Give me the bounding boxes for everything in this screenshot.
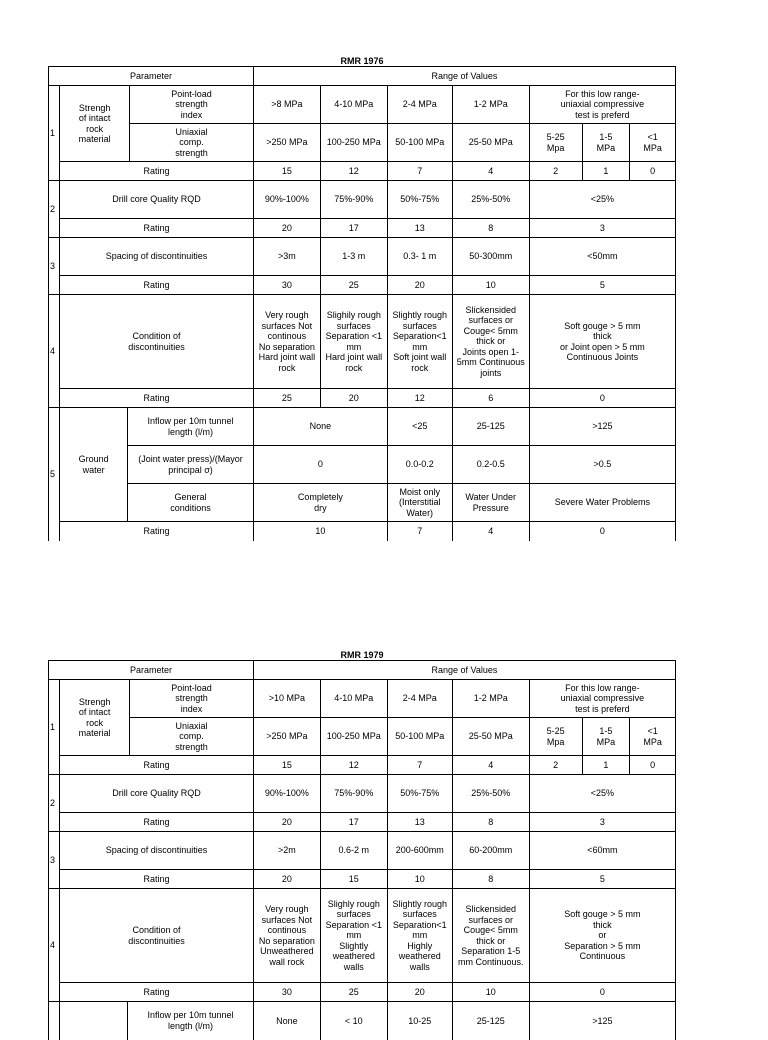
table-cell: 10: [387, 870, 452, 889]
point-load-index-label: Point-load strength index: [130, 680, 254, 718]
table-cell: 0: [529, 389, 675, 408]
table-cell: <50mm: [529, 238, 675, 276]
table-cell: 20: [253, 870, 320, 889]
rqd-label: Drill core Quality RQD: [60, 775, 254, 813]
table-cell: 8: [452, 870, 529, 889]
rating-row: [49, 276, 676, 295]
table-cell: < 10: [320, 1002, 387, 1040]
table-title-rmr-1979: RMR 1979: [340, 650, 384, 660]
table-cell: 0.3- 1 m: [387, 238, 452, 276]
table-cell: 1: [582, 162, 630, 181]
table-cell: 15: [253, 162, 320, 181]
table-cell: Water Under Pressure: [452, 484, 529, 522]
condition-label: Condition of discontinuities: [60, 295, 254, 389]
rating-label: Rating: [60, 162, 254, 181]
table-row: [49, 718, 676, 756]
table-cell: 90%-100%: [253, 775, 320, 813]
table-cell: 0.0-0.2: [387, 446, 452, 484]
table-cell: 25: [320, 276, 387, 295]
table-cell: 0: [630, 756, 676, 775]
rating-label: Rating: [60, 983, 254, 1002]
parameter-number: 1: [49, 86, 60, 181]
inflow-label: Inflow per 10m tunnel length (l/m): [128, 408, 254, 446]
table-cell: 50-100 MPa: [387, 718, 452, 756]
table-row: [49, 295, 676, 389]
table-cell: Slickensided surfaces or Couge< 5mm thick or Joints open 1- 5mm Continuous joints: [452, 295, 529, 389]
header-row: [49, 661, 676, 680]
table-cell: 20: [387, 983, 452, 1002]
table-cell: 50%-75%: [387, 181, 452, 219]
table-cell: 4-10 MPa: [320, 680, 387, 718]
table-row: [49, 832, 676, 870]
table-row: [49, 775, 676, 813]
table-cell: Soft gouge > 5 mm thick or Separation > 5 mm Continuous: [529, 889, 675, 983]
rating-row: [49, 522, 676, 541]
table-cell: 30: [253, 983, 320, 1002]
table-cell: 2: [529, 162, 582, 181]
table-cell: >250 MPa: [253, 718, 320, 756]
table-row: [49, 889, 676, 983]
ground-water-label: [60, 1002, 128, 1040]
table-cell: 25%-50%: [452, 181, 529, 219]
ground-water-label: Ground water: [60, 408, 128, 522]
table-cell: Slightly rough surfaces Separation<1 mm Highly weathered walls: [387, 889, 452, 983]
table-cell: 1-2 MPa: [452, 680, 529, 718]
table-cell: 8: [452, 813, 529, 832]
table-cell: <1 MPa: [630, 124, 676, 162]
table-cell: >3m: [253, 238, 320, 276]
table-cell: 5-25 Mpa: [529, 718, 582, 756]
rqd-label: Drill core Quality RQD: [60, 181, 254, 219]
table-cell: 10: [452, 276, 529, 295]
table-cell: Slighly rough surfaces Separation <1 mm Slightly weathered walls: [320, 889, 387, 983]
uniaxial-strength-label: Uniaxial comp. strength: [130, 718, 254, 756]
rating-row: [49, 219, 676, 238]
table-cell: 0: [529, 983, 675, 1002]
table-cell: 7: [387, 162, 452, 181]
table-cell: 75%-90%: [320, 181, 387, 219]
rating-label: Rating: [60, 219, 254, 238]
parameter-header: Parameter: [49, 661, 254, 680]
table-cell: >8 MPa: [253, 86, 320, 124]
range-of-values-header: Range of Values: [253, 661, 675, 680]
table-cell: 12: [320, 756, 387, 775]
table-cell: 17: [320, 813, 387, 832]
table-cell: 100-250 MPa: [320, 718, 387, 756]
table-cell: 50-300mm: [452, 238, 529, 276]
table-row: [49, 238, 676, 276]
table-cell: Slighily rough surfaces Separation <1 mm Hard joint wall rock: [320, 295, 387, 389]
table-row: [49, 680, 676, 718]
inflow-label: Inflow per 10m tunnel length (l/m): [128, 1002, 254, 1040]
parameter-number: 4: [49, 295, 60, 408]
parameter-number: 5: [49, 408, 60, 541]
table-title-rmr-1976: RMR 1976: [340, 56, 384, 66]
table-cell: 2: [529, 756, 582, 775]
table-cell: Very rough surfaces Not continous No separation Unweathered wall rock: [253, 889, 320, 983]
spacing-label: Spacing of discontinuities: [60, 238, 254, 276]
table-cell: 200-600mm: [387, 832, 452, 870]
rating-row: [49, 813, 676, 832]
table-cell: 20: [320, 389, 387, 408]
table-cell: >2m: [253, 832, 320, 870]
table-cell: 20: [253, 813, 320, 832]
parameter-number: 4: [49, 889, 60, 1002]
table-cell: 0: [253, 446, 387, 484]
point-load-index-label: Point-load strength index: [130, 86, 254, 124]
table-cell: 0.2-0.5: [452, 446, 529, 484]
table-cell: 13: [387, 219, 452, 238]
rating-row: [49, 389, 676, 408]
spacing-label: Spacing of discontinuities: [60, 832, 254, 870]
table-cell: 25-125: [452, 408, 529, 446]
table-cell: 1-2 MPa: [452, 86, 529, 124]
table-cell: 25-50 MPa: [452, 124, 529, 162]
low-range-note: For this low range- uniaxial compressive test is preferd: [529, 680, 675, 718]
table-cell: 15: [320, 870, 387, 889]
table-cell: >10 MPa: [253, 680, 320, 718]
table-cell: <25%: [529, 775, 675, 813]
table-cell: 30: [253, 276, 320, 295]
parameter-number: 3: [49, 832, 60, 889]
rating-row: [49, 756, 676, 775]
table-row: [49, 124, 676, 162]
rmr-1979-table: [48, 660, 676, 1040]
table-cell: 0: [630, 162, 676, 181]
table-cell: Slightly rough surfaces Separation<1 mm Soft joint wall rock: [387, 295, 452, 389]
table-cell: 4: [452, 522, 529, 541]
table-cell: Soft gouge > 5 mm thick or Joint open > 5 mm Continuous Joints: [529, 295, 675, 389]
uniaxial-strength-label: Uniaxial comp. strength: [130, 124, 254, 162]
table-cell: 15: [253, 756, 320, 775]
table-cell: 25: [253, 389, 320, 408]
table-cell: None: [253, 408, 387, 446]
parameter-header: Parameter: [49, 67, 254, 86]
table-cell: 50-100 MPa: [387, 124, 452, 162]
table-cell: Completely dry: [253, 484, 387, 522]
table-cell: 5-25 Mpa: [529, 124, 582, 162]
table-cell: 0: [529, 522, 675, 541]
rating-row: [49, 870, 676, 889]
table-cell: <25%: [529, 181, 675, 219]
table-cell: 25%-50%: [452, 775, 529, 813]
table-cell: 6: [452, 389, 529, 408]
table-cell: 10: [253, 522, 387, 541]
table-cell: Moist only (Interstitial Water): [387, 484, 452, 522]
parameter-number: 2: [49, 181, 60, 238]
table-cell: 4-10 MPa: [320, 86, 387, 124]
table-row: [49, 181, 676, 219]
table-cell: 13: [387, 813, 452, 832]
rating-label: Rating: [60, 522, 254, 541]
low-range-note: For this low range- uniaxial compressive test is preferd: [529, 86, 675, 124]
rating-label: Rating: [60, 813, 254, 832]
table-cell: 2-4 MPa: [387, 86, 452, 124]
table-cell: 17: [320, 219, 387, 238]
table-cell: 10-25: [387, 1002, 452, 1040]
table-row: [49, 86, 676, 124]
table-cell: 7: [387, 756, 452, 775]
table-cell: >125: [529, 408, 675, 446]
rmr-1976-table: [48, 66, 676, 541]
table-cell: Slickensided surfaces or Couge< 5mm thick or Separation 1-5 mm Continuous.: [452, 889, 529, 983]
table-cell: >250 MPa: [253, 124, 320, 162]
table-cell: Very rough surfaces Not continous No separation Hard joint wall rock: [253, 295, 320, 389]
table-cell: >125: [529, 1002, 675, 1040]
header-row: [49, 67, 676, 86]
table-cell: <60mm: [529, 832, 675, 870]
table-cell: 4: [452, 756, 529, 775]
parameter-number: 3: [49, 238, 60, 295]
table-cell: 3: [529, 219, 675, 238]
table-cell: 100-250 MPa: [320, 124, 387, 162]
table-cell: 20: [253, 219, 320, 238]
parameter-number: 1: [49, 680, 60, 775]
table-cell: <25: [387, 408, 452, 446]
table-cell: 1: [582, 756, 630, 775]
table-cell: 5: [529, 276, 675, 295]
table-cell: 0.6-2 m: [320, 832, 387, 870]
table-cell: >0.5: [529, 446, 675, 484]
general-conditions-label: General conditions: [128, 484, 254, 522]
table-cell: 5: [529, 870, 675, 889]
table-cell: 10: [452, 983, 529, 1002]
parameter-number: [49, 1002, 60, 1040]
table-row: [49, 446, 676, 484]
table-cell: 75%-90%: [320, 775, 387, 813]
table-cell: 25: [320, 983, 387, 1002]
table-cell: 1-5 MPa: [582, 718, 630, 756]
table-cell: 7: [387, 522, 452, 541]
rating-label: Rating: [60, 276, 254, 295]
table-cell: 1-3 m: [320, 238, 387, 276]
table-cell: 90%-100%: [253, 181, 320, 219]
table-cell: 60-200mm: [452, 832, 529, 870]
table-cell: 12: [387, 389, 452, 408]
table-cell: 1-5 MPa: [582, 124, 630, 162]
rating-label: Rating: [60, 870, 254, 889]
table-cell: 25-50 MPa: [452, 718, 529, 756]
table-cell: 25-125: [452, 1002, 529, 1040]
table-row: [49, 408, 676, 446]
table-cell: 12: [320, 162, 387, 181]
rating-label: Rating: [60, 389, 254, 408]
intact-rock-strength-label: Strengh of intact rock material: [60, 86, 130, 162]
table-cell: <1 MPa: [630, 718, 676, 756]
table-cell: 50%-75%: [387, 775, 452, 813]
table-cell: 8: [452, 219, 529, 238]
parameter-number: 2: [49, 775, 60, 832]
table-cell: 4: [452, 162, 529, 181]
table-cell: 2-4 MPa: [387, 680, 452, 718]
intact-rock-strength-label: Strengh of intact rock material: [60, 680, 130, 756]
water-pressure-ratio-label: (Joint water press)/(Mayor principal σ): [128, 446, 254, 484]
table-cell: 3: [529, 813, 675, 832]
condition-label: Condition of discontinuities: [60, 889, 254, 983]
table-cell: Severe Water Problems: [529, 484, 675, 522]
table-row: [49, 1002, 676, 1040]
table-cell: None: [253, 1002, 320, 1040]
table-cell: 20: [387, 276, 452, 295]
range-of-values-header: Range of Values: [253, 67, 675, 86]
rating-row: [49, 162, 676, 181]
table-row: [49, 484, 676, 522]
rating-row: [49, 983, 676, 1002]
rating-label: Rating: [60, 756, 254, 775]
